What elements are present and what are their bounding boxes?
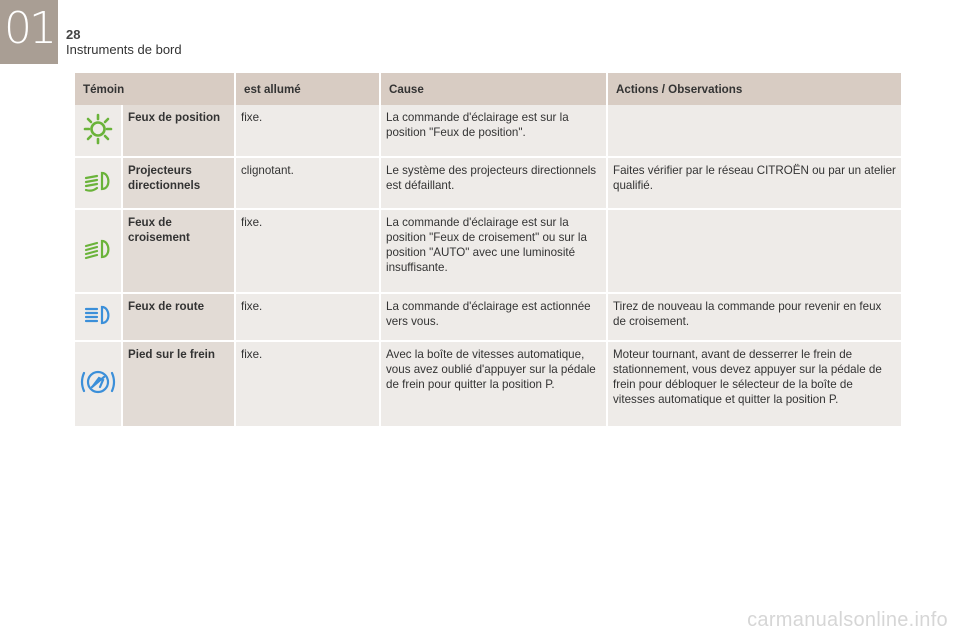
light-name: Projecteurs directionnels xyxy=(122,157,235,209)
page-number: 28 xyxy=(66,27,81,42)
light-state: fixe. xyxy=(235,209,380,293)
icon-cell xyxy=(75,341,122,427)
table-row xyxy=(75,293,902,341)
column-header-actions: Actions / Observations xyxy=(607,73,902,105)
light-cause: La commande d'éclairage est sur la position "Feux de position". xyxy=(380,105,607,157)
chapter-number-box: 01 xyxy=(0,0,58,64)
directional-headlamps-icon xyxy=(82,169,114,193)
warning-lights-table xyxy=(75,73,903,428)
light-action: Tirez de nouveau la commande pour revenir en feux de croisement. xyxy=(607,293,902,341)
column-header-temoin: Témoin xyxy=(75,73,235,105)
light-name: Feux de croisement xyxy=(122,209,235,293)
table-row xyxy=(75,105,902,157)
light-state: clignotant. xyxy=(235,157,380,209)
light-cause: La commande d'éclairage est actionnée vers vous. xyxy=(380,293,607,341)
light-name: Pied sur le frein xyxy=(122,341,235,427)
icon-cell xyxy=(75,157,122,209)
light-state: fixe. xyxy=(235,293,380,341)
light-state: fixe. xyxy=(235,105,380,157)
light-action: Moteur tournant, avant de desserrer le frein de stationnement, vous devez appuyer sur la pédale de frein pour débloquer le sélecteur de la boîte de vitesses automatique et quitter la position P. xyxy=(607,341,902,427)
table-header-row xyxy=(75,73,902,105)
light-state: fixe. xyxy=(235,341,380,427)
main-beam-icon xyxy=(82,303,114,327)
light-action: Faites vérifier par le réseau CITROËN ou par un atelier qualifié. xyxy=(607,157,902,209)
light-action xyxy=(607,209,902,293)
foot-on-brake-icon xyxy=(79,366,117,398)
column-header-cause: Cause xyxy=(380,73,607,105)
watermark: carmanualsonline.info xyxy=(747,609,948,631)
dipped-beam-icon xyxy=(82,237,114,261)
icon-cell xyxy=(75,293,122,341)
icon-cell xyxy=(75,105,122,157)
light-name: Feux de route xyxy=(122,293,235,341)
column-header-est-allume: est allumé xyxy=(235,73,380,105)
light-cause: Le système des projecteurs directionnels est défaillant. xyxy=(380,157,607,209)
table-row xyxy=(75,341,902,427)
icon-cell xyxy=(75,209,122,293)
light-action xyxy=(607,105,902,157)
table-row xyxy=(75,157,902,209)
position-lights-icon xyxy=(82,113,114,145)
chapter-title: Instruments de bord xyxy=(66,42,182,57)
table-row xyxy=(75,209,902,293)
light-cause: Avec la boîte de vitesses automatique, vous avez oublié d'appuyer sur la pédale de frein pour quitter la position P. xyxy=(380,341,607,427)
light-cause: La commande d'éclairage est sur la position "Feux de croisement" ou sur la position "AUTO" avec une luminosité insuffisante. xyxy=(380,209,607,293)
light-name: Feux de position xyxy=(122,105,235,157)
